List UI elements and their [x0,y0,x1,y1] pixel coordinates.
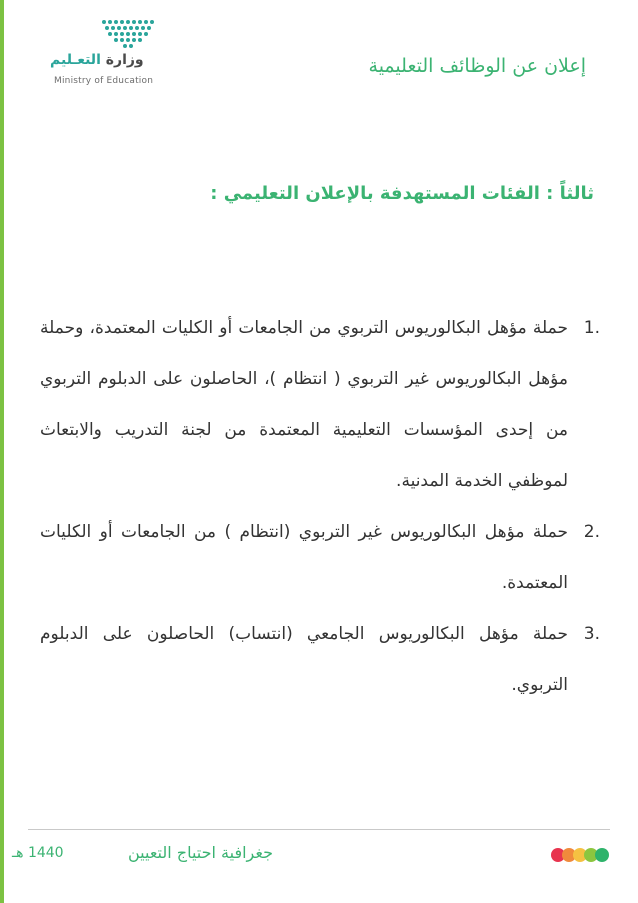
ministry-logo [50,18,160,92]
footer-title: جغرافية احتياج التعيين [127,843,273,862]
logo-dots-icon [102,18,154,48]
list-item [40,609,600,711]
logo-arabic-name [50,52,160,68]
footer-year-text: 1440 هـ [12,845,64,861]
footer-divider [28,829,610,830]
footer-dot-green [595,848,609,862]
section-heading: ثالثاً : الفئات المستهدفة بالإعلان التعليمي : [210,183,594,204]
list-item-number: .2 [583,522,600,542]
list-item-number: .3 [583,624,600,644]
footer-dots-icon [550,845,610,865]
list-item-text: حملة مؤهل البكالوريوس الجامعي (انتساب) الحاصلون على الدبلوم التربوي. [40,624,568,695]
list-item-text: حملة مؤهل البكالوريوس التربوي من الجامعات أو الكليات المعتمدة، وحملة مؤهل البكالوريوس غير التربوي ( انتظام )، الحاصلون على الدبلوم التربوي من إحدى المؤسسات التعليمية المعتمدة من لجنة التدريب والابتعاث لموظفي الخدمة المدنية. [40,318,568,491]
page-title: إعلان عن الوظائف التعليمية [368,55,586,77]
footer-year [12,845,64,861]
list-item [40,303,600,507]
logo-arabic-part2: التعـليم [50,52,101,68]
left-accent-stripe [0,0,4,903]
list-item-text: حملة مؤهل البكالوريوس غير التربوي (انتظام ) من الجامعات أو الكليات المعتمدة. [40,522,568,593]
eligibility-list [40,303,600,711]
list-item-number: .1 [583,318,600,338]
list-item [40,507,600,609]
logo-english-name: Ministry of Education [54,76,154,86]
logo-arabic-part1: وزارة [105,52,144,68]
